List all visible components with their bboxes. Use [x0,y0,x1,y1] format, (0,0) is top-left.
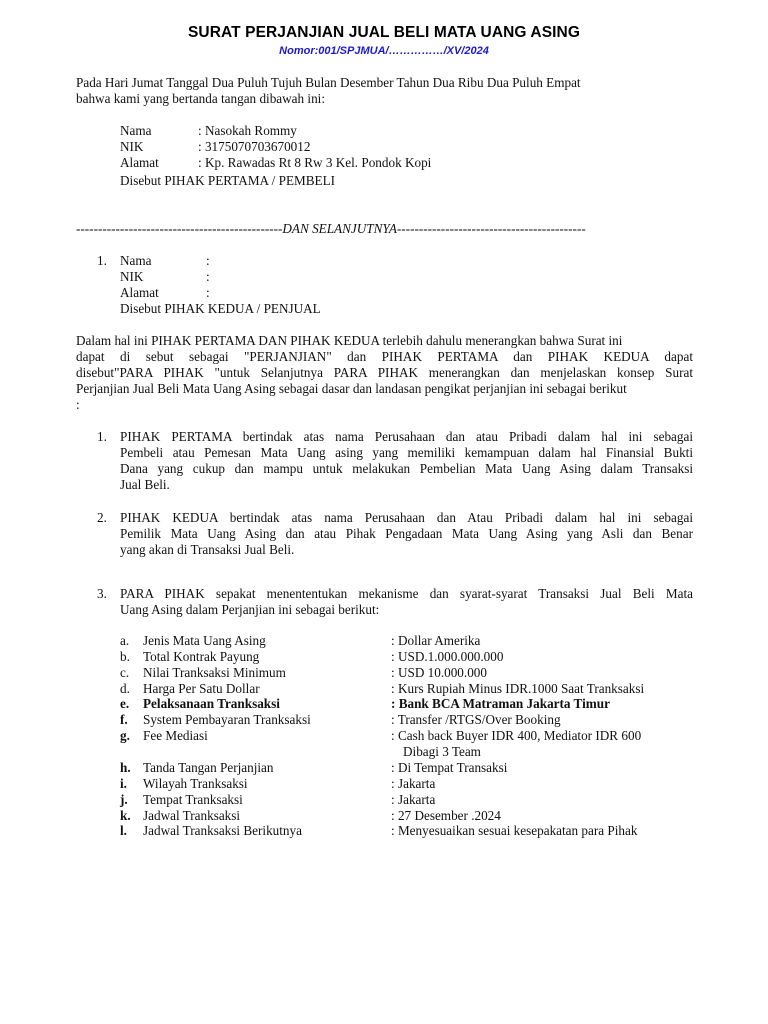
term-label: Tanda Tangan Perjanjian [143,760,274,775]
term-letter: e. [120,696,130,711]
party-2-alamat-value: : [206,285,210,300]
separator-text: DAN SELANJUTNYA [282,221,397,236]
party-2-nama-label: Nama [120,253,152,268]
term-value: : Dollar Amerika [391,633,481,648]
clause-number: 2. [97,510,107,525]
opening-line-2: bahwa kami yang bertanda tangan dibawah ini: [76,91,326,106]
term-label: Jenis Mata Uang Asing [143,633,266,648]
term-label: System Pembayaran Tranksaksi [143,712,311,727]
term-value: : Transfer /RTGS/Over Booking [391,712,561,727]
clause-line: yang akan di Transaksi Jual Beli. [120,542,295,557]
term-value: : Jakarta [391,776,436,791]
clause-line: Pemilik Mata Uang Asing dan atau Pihak Pengadaan Mata Uang Asing yang Asli dan Benar [120,526,693,541]
intro-line-1: Dalam hal ini PIHAK PERTAMA DAN PIHAK KEDUA terlebih dahulu menerangkan bahwa Surat ini [76,333,623,348]
term-value: : USD.1.000.000.000 [391,649,504,664]
intro-line-5: : [76,397,80,412]
term-letter: a. [120,633,130,648]
clause-number: 1. [97,429,107,444]
clause-line: Uang Asing dalam Perjanjian ini sebagai berikut: [120,602,380,617]
term-label: Jadwal Tranksaksi Berikutnya [143,823,302,838]
opening-line-1: Pada Hari Jumat Tanggal Dua Puluh Tujuh Bulan Desember Tahun Dua Ribu Dua Puluh Empat [76,75,581,90]
term-value: : Di Tempat Transaksi [391,760,508,775]
term-letter: c. [120,665,130,680]
term-value: : Bank BCA Matraman Jakarta Timur [391,696,610,711]
term-letter: d. [120,681,130,696]
term-value: : Menyesuaikan sesuai kesepakatan para Pihak [391,823,638,838]
party-2-nik-label: NIK [120,269,144,284]
party-1-nik-value: : 3175070703670012 [198,139,311,154]
term-label: Wilayah Tranksaksi [143,776,248,791]
term-label: Jadwal Tranksaksi [143,808,241,823]
term-letter: f. [120,712,128,727]
party-2-number: 1. [97,253,107,268]
term-label: Fee Mediasi [143,728,208,743]
term-letter: i. [120,776,127,791]
party-1-nama-value: : Nasokah Rommy [198,123,297,138]
term-value: : 27 Desember .2024 [391,808,501,823]
term-value: : Kurs Rupiah Minus IDR.1000 Saat Tranksaksi [391,681,645,696]
clause-line: Jual Beli. [120,477,170,492]
intro-line-2: dapat di sebut sebagai "PERJANJIAN" dan PIHAK PERTAMA dan PIHAK KEDUA dapat [76,349,693,364]
party-1-alamat-value: : Kp. Rawadas Rt 8 Rw 3 Kel. Pondok Kopi [198,155,432,170]
intro-line-3: disebut"PARA PIHAK "untuk Selanjutnya PARA PIHAK menerangkan dan menjelaskan konsep Surat [76,365,693,380]
clause-line: PIHAK KEDUA bertindak atas nama Perusahaan dan Atau Pribadi dalam hal ini sebagai [120,510,693,525]
term-value: : Cash back Buyer IDR 400, Mediator IDR 600 [391,728,642,743]
intro-line-4: Perjanjian Jual Beli Mata Uang Asing sebagai dasar dan landasan pengikat perjanjian ini sebagai berikut [76,381,627,396]
party-1-nik-label: NIK [120,139,144,154]
term-value: : USD 10.000.000 [391,665,487,680]
clause-line: Pembeli atau Pemesan Mata Uang asing yang memiliki kemampuan dalam hal Finansial Bukti [120,445,693,460]
party-1-role: Disebut PIHAK PERTAMA / PEMBELI [120,173,336,188]
term-letter: g. [120,728,130,743]
party-1-nama-label: Nama [120,123,152,138]
document-number: Nomor:001/SPJMUA/……………/XV/2024 [279,45,489,57]
party-2-role: Disebut PIHAK KEDUA / PENJUAL [120,301,321,316]
term-label: Nilai Tranksaksi Minimum [143,665,286,680]
party-2-nama-value: : [206,253,210,268]
clause-number: 3. [97,586,107,601]
term-label: Harga Per Satu Dollar [143,681,260,696]
term-letter: b. [120,649,130,664]
party-2-alamat-label: Alamat [120,285,159,300]
document-title: SURAT PERJANJIAN JUAL BELI MATA UANG ASING [187,24,580,41]
term-letter: h. [120,760,131,775]
party-2-nik-value: : [206,269,210,284]
separator-right: ------------------------------------------- [396,221,586,236]
term-label: Tempat Tranksaksi [143,792,243,807]
term-letter: l. [120,823,127,838]
term-label: Total Kontrak Payung [143,649,260,664]
term-value-continuation: Dibagi 3 Team [403,744,481,759]
clause-line: PIHAK PERTAMA bertindak atas nama Perusahaan dan atau Pribadi dalam hal ini sebagai [120,429,693,444]
term-value: : Jakarta [391,792,436,807]
party-1-alamat-label: Alamat [120,155,159,170]
clause-line: Dana yang cukup dan mampu untuk melakukan Pembelian Mata Uang Asing dalam Transaksi [120,461,693,476]
section-separator [76,221,676,237]
term-label: Pelaksanaan Tranksaksi [143,696,280,711]
clause-line: PARA PIHAK sepakat menententukan mekanisme dan syarat-syarat Transaksi Jual Beli Mata [120,586,693,601]
term-letter: j. [120,792,128,807]
separator-left: ----------------------------------------------- [76,221,283,236]
term-letter: k. [120,808,131,823]
